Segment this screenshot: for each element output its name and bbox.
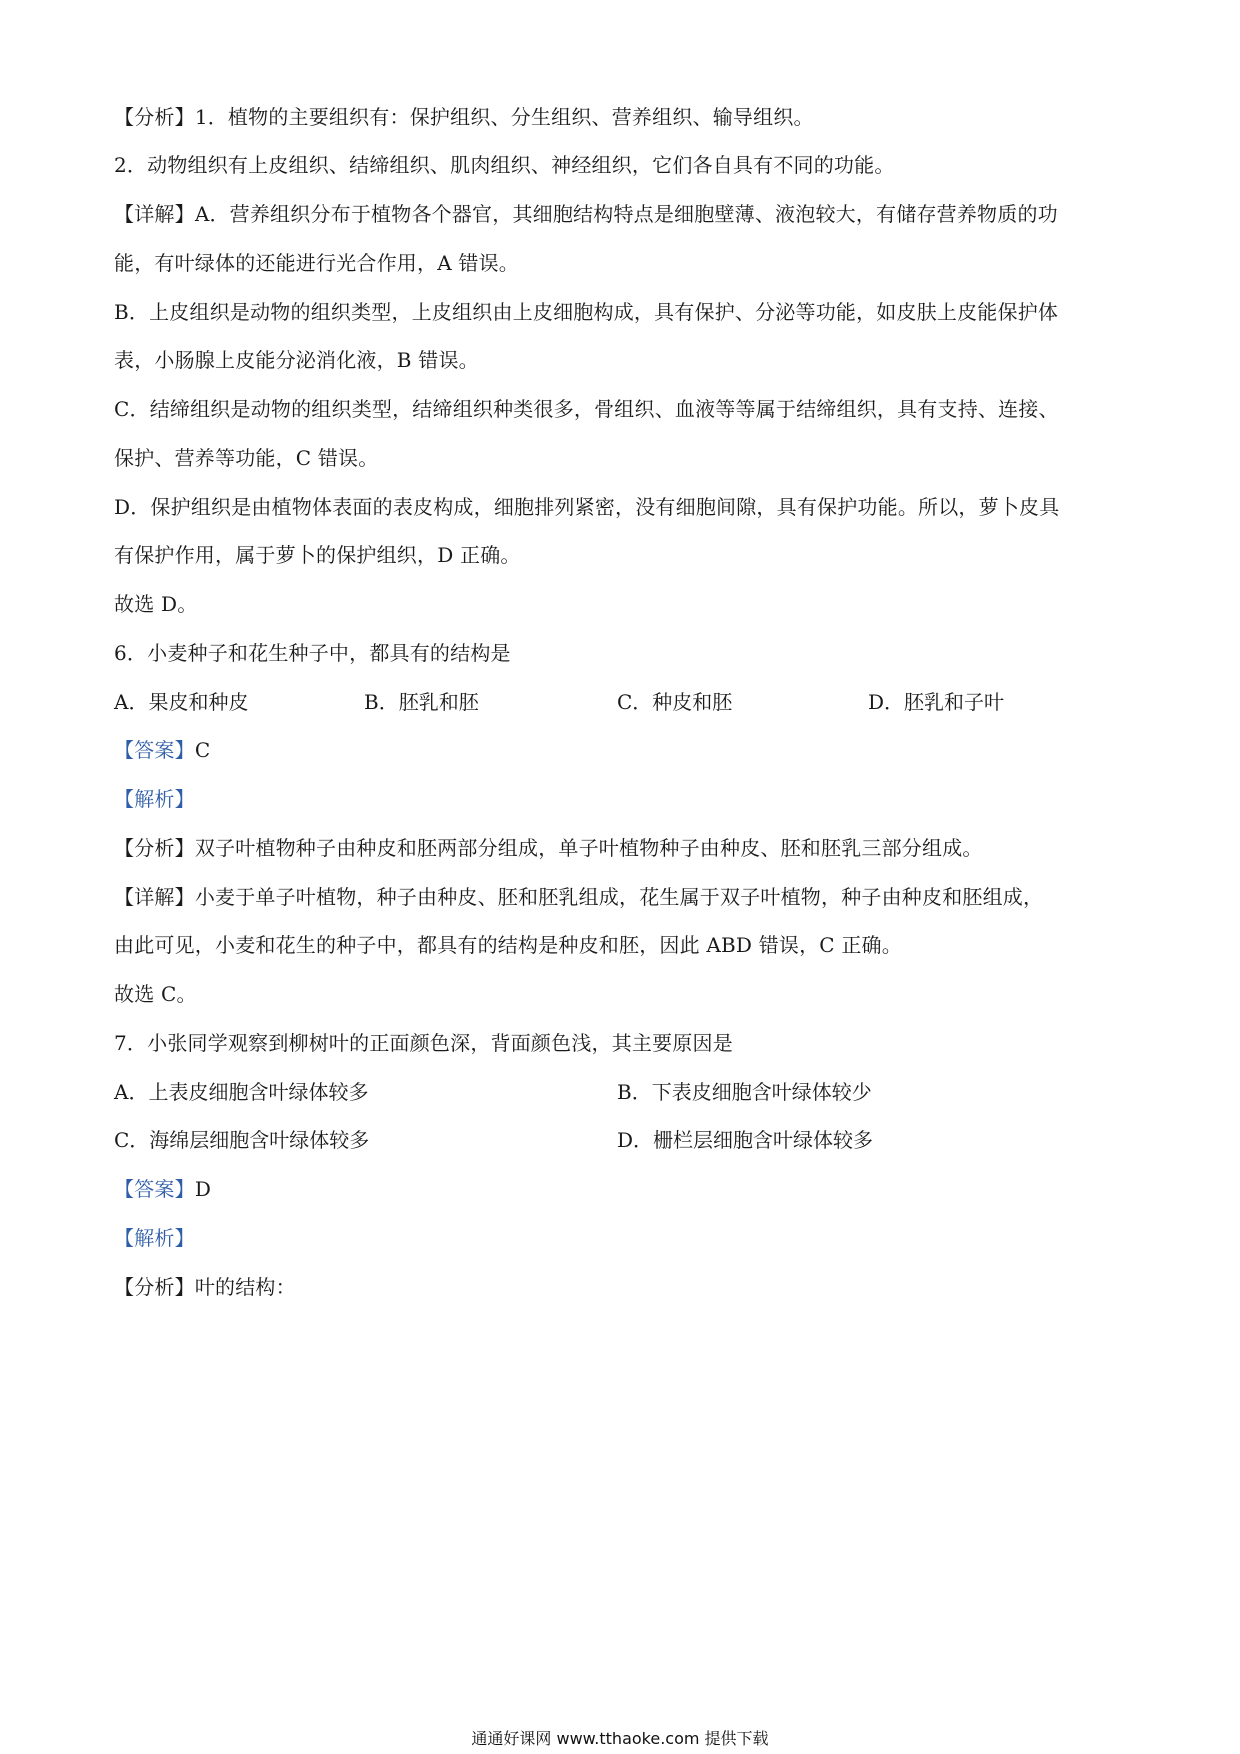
q7-analysis: 【分析】叶的结构：	[114, 1275, 296, 1299]
q6-option-d: D．胚乳和子叶	[868, 690, 1005, 714]
detail-line-a: 【详解】A．营养组织分布于植物各个器官，其细胞结构特点是细胞壁薄、液泡较大，有储存营养物质的功	[114, 202, 1058, 226]
q6-answer: 【答案】C	[114, 738, 211, 762]
footer-watermark: 通通好课网 www.tthaoke.com 提供下载	[471, 1729, 769, 1748]
q6-choice: 故选 C。	[114, 982, 197, 1006]
choice-line: 故选 D。	[114, 592, 198, 616]
detail-line-d-cont: 有保护作用，属于萝卜的保护组织，D 正确。	[114, 543, 521, 567]
q6-jiexi-heading: 【解析】	[114, 787, 195, 811]
q6-analysis: 【分析】双子叶植物种子由种皮和胚两部分组成，单子叶植物种子由种皮、胚和胚乳三部分组成。	[114, 836, 983, 860]
q6-detail: 【详解】小麦于单子叶植物，种子由种皮、胚和胚乳组成，花生属于双子叶植物，种子由种皮和胚组成，	[114, 885, 1044, 909]
q6-detail-cont: 由此可见，小麦和花生的种子中，都具有的结构是种皮和胚，因此 ABD 错误，C 正确。	[114, 933, 902, 957]
detail-line-b: B．上皮组织是动物的组织类型，上皮组织由上皮细胞构成，具有保护、分泌等功能，如皮肤上皮能保护体	[114, 300, 1059, 324]
q6-option-b: B．胚乳和胚	[364, 690, 479, 714]
question-7-stem: 7．小张同学观察到柳树叶的正面颜色深，背面颜色浅，其主要原因是	[114, 1031, 733, 1055]
q7-option-a: A．上表皮细胞含叶绿体较多	[114, 1080, 369, 1104]
q7-option-d: D．栅栏层细胞含叶绿体较多	[617, 1128, 874, 1152]
detail-line-c-cont: 保护、营养等功能，C 错误。	[114, 446, 379, 470]
q6-option-a: A．果皮和种皮	[114, 690, 249, 714]
question-6-stem: 6．小麦种子和花生种子中，都具有的结构是	[114, 641, 511, 665]
q7-jiexi-heading: 【解析】	[114, 1226, 195, 1250]
detail-line-d: D．保护组织是由植物体表面的表皮构成，细胞排列紧密，没有细胞间隙，具有保护功能。所以，萝卜皮具	[114, 495, 1060, 519]
detail-line-c: C．结缔组织是动物的组织类型，结缔组织种类很多，骨组织、血液等等属于结缔组织，具有支持、连接、	[114, 397, 1059, 421]
q7-option-b: B．下表皮细胞含叶绿体较少	[617, 1080, 872, 1104]
analysis-line-1: 【分析】1．植物的主要组织有：保护组织、分生组织、营养组织、输导组织。	[114, 105, 814, 129]
detail-line-b-cont: 表，小肠腺上皮能分泌消化液，B 错误。	[114, 348, 479, 372]
detail-line-a-cont: 能，有叶绿体的还能进行光合作用，A 错误。	[114, 251, 520, 275]
analysis-line-2: 2．动物组织有上皮组织、结缔组织、肌肉组织、神经组织，它们各自具有不同的功能。	[114, 153, 895, 177]
q6-option-c: C．种皮和胚	[617, 690, 733, 714]
q7-answer: 【答案】D	[114, 1177, 212, 1201]
q7-option-c: C．海绵层细胞含叶绿体较多	[114, 1128, 370, 1152]
